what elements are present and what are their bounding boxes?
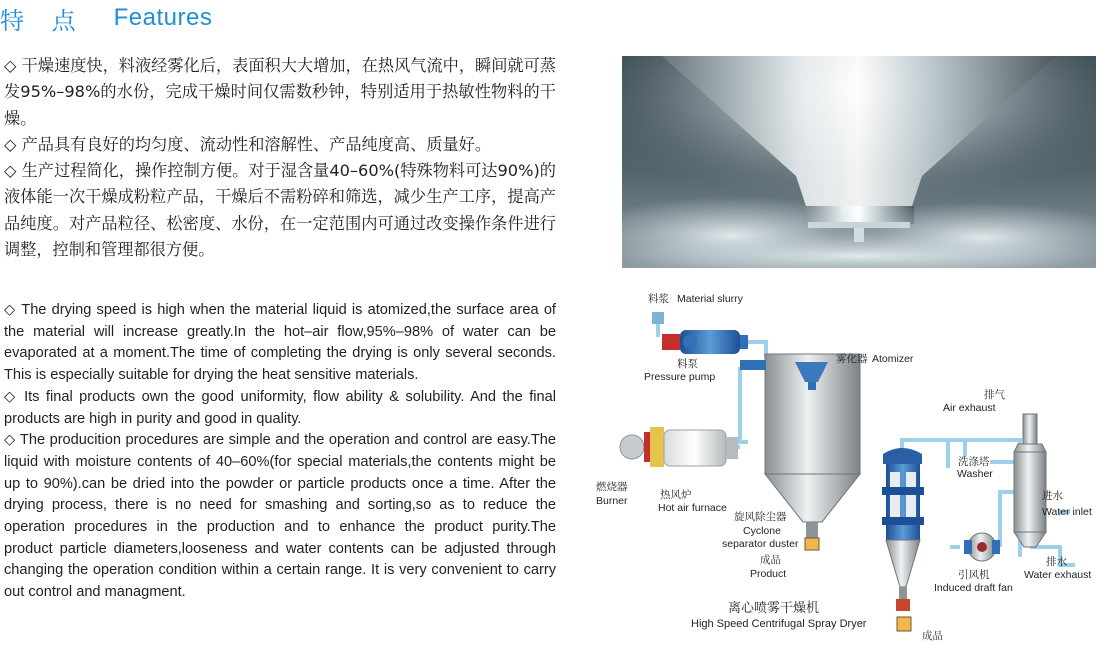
label-atomizer-cn: 雾化器 (836, 353, 868, 365)
label-atomizer-en: Atomizer (872, 353, 914, 365)
label-slurry-cn: 料浆 (648, 293, 669, 305)
label-product-en: Product (750, 568, 787, 580)
washer-tower (1014, 414, 1046, 547)
label-cyclone-cn: 旋风除尘器 (734, 511, 787, 523)
caption-cn: 离心喷雾干燥机 (728, 601, 820, 616)
feature-en-3: ◇ The producition procedures are simple and the operation and control are easy.The liquid with moisture contents of 40–60%(for special materials,the contents might be up to 90%).can be dried into the powder or particle products once a time. After the drying process, there is no need for smashing and sorting,so as to reduce the operation procedures in the production and to enhance the product purity.The product particle diameters,looseness and water contents can be adjusted through changing the operation condition within a certain range. It is very convenient to carry out control and managment. (4, 432, 556, 601)
features-english (4, 300, 556, 604)
label-burner-en: Burner (596, 495, 628, 507)
feature-cn-2: ◇ 产品具有良好的均匀度、流动性和溶解性、产品纯度高、质量好。 (4, 134, 492, 154)
label-washer-cn: 洗涤塔 (958, 456, 990, 468)
label-water-inlet-cn: 进水 (1042, 490, 1063, 502)
label-cyclone-en2: separator duster (722, 538, 799, 550)
caption-en: High Speed Centrifugal Spray Dryer (691, 618, 867, 630)
features-chinese (4, 53, 556, 263)
section-title (0, 0, 212, 36)
hot-air-furnace (620, 427, 738, 467)
spray-dryer-diagram (590, 282, 1100, 652)
feature-en-2: ◇ Its final products own the good uniformity, flow ability & solubility. And the final products are high in purity and good in quality. (4, 388, 556, 427)
atomizer-photo (622, 56, 1096, 268)
title-english: Features (113, 4, 213, 31)
label-furnace-cn: 热风炉 (660, 489, 692, 501)
label-product-cn: 成品 (760, 554, 781, 566)
label-water-inlet-en: Water inlet (1042, 506, 1092, 518)
label-exhaust-cn: 排气 (984, 389, 1005, 401)
label-furnace-en: Hot air furnace (658, 502, 727, 514)
label-pump-cn: 料泵 (677, 358, 698, 370)
label-fan-en: Induced draft fan (934, 582, 1013, 594)
label-cyclone-en1: Cyclone (743, 525, 781, 537)
label-fan-cn: 引风机 (958, 569, 990, 581)
feature-cn-1: ◇ 干燥速度快，料液经雾化后，表面积大大增加，在热风气流中，瞬间就可蒸发95%–98%的水份，完成干燥时间仅需数秒钟，特别适用于热敏性物料的干燥。 (4, 56, 556, 128)
label-water-exhaust-en: Water exhaust (1024, 569, 1092, 581)
feature-cn-3: ◇ 生产过程简化，操作控制方便。对于湿含量40–60%(特殊物料可达90%)的液体能一次干燥成粉粒产品，干燥后不需粉碎和筛选，减少生产工序，提高产品纯度。对产品粒径、松密度、水份，在一定范围内可通过改变操作条件进行调整，控制和管理都很方便。 (4, 161, 556, 260)
label-exhaust-en: Air exhaust (943, 402, 996, 414)
induced-draft-fan (964, 533, 1000, 561)
feature-en-1: ◇ The drying speed is high when the material liquid is atomized,the surface area of the material will increase greatly.In the hot–air flow,95%–98% of water can be evaporated at a moment.The time of completing the drying is only several seconds. This is especially suitable for drying the heat sensitive materials. (4, 302, 556, 384)
title-chinese: 特 点 (0, 6, 86, 35)
label-product2-cn: 成品 (922, 630, 943, 642)
label-water-exhaust-cn: 排水 (1046, 556, 1067, 568)
label-burner-cn: 燃烧器 (596, 481, 628, 493)
pressure-pump (662, 330, 748, 354)
label-pump-en: Pressure pump (644, 371, 716, 383)
cyclone-separator (882, 448, 924, 631)
label-slurry-en: Material slurry (677, 293, 743, 305)
label-washer-en: Washer (957, 468, 993, 480)
